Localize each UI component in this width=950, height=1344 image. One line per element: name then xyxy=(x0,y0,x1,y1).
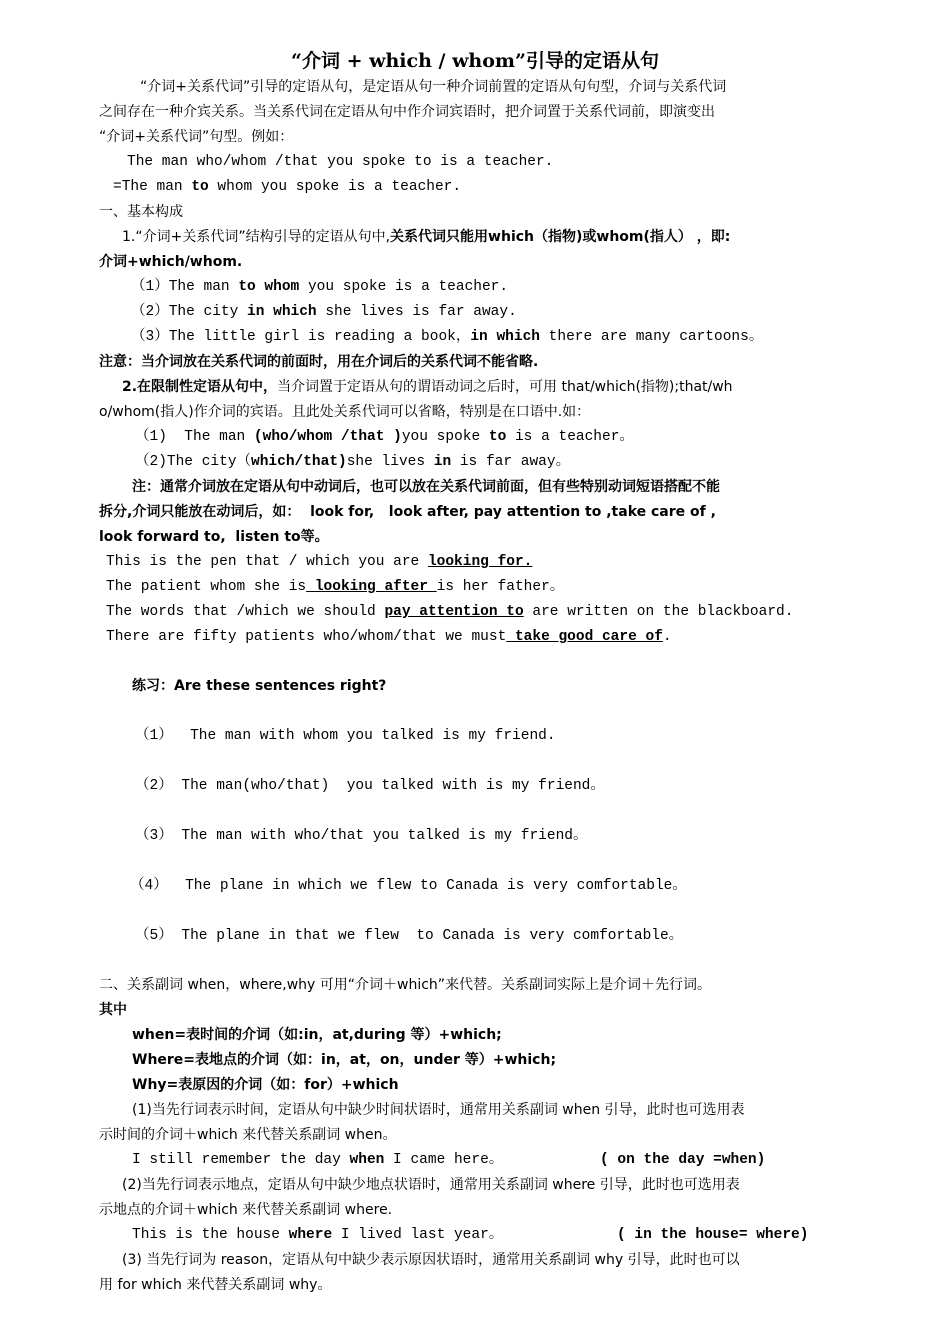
section-2-example-1: I still remember the day when I came here。 xyxy=(132,1152,504,1168)
section-2-example-2: This is the house where I lived last year。 xyxy=(132,1227,504,1243)
section-1-example-4: （1) The man (who/whom /that )you spoke to is a teacher。 xyxy=(135,429,634,445)
section-1-note-2-cont-1: 拆分,介词只能放在动词后，如： look for, look after, pay attention to ,take care of , xyxy=(99,504,716,520)
phrase-example-3: The words that /which we should pay attention to are written on the blackboard. xyxy=(106,604,794,620)
phrase-example-2: The patient whom she is looking after is her father。 xyxy=(106,579,565,595)
section-2-paragraph-2-cont: 示地点的介词＋which 来代替关系副词 where. xyxy=(99,1202,393,1218)
practice-item-5: （5） The plane in that we flew to Canada is very comfortable。 xyxy=(135,928,684,944)
section-1-heading: 一、基本构成 xyxy=(99,204,183,220)
section-2-paragraph-3-cont: 用 for which 来代替关系副词 why。 xyxy=(99,1277,332,1293)
section-2-example-1-note: ( on the day =when) xyxy=(600,1152,766,1168)
practice-item-1: （1） The man with whom you talked is my friend. xyxy=(135,728,556,744)
practice-item-4: （4） The plane in which we flew to Canada is very comfortable。 xyxy=(130,878,687,894)
intro-example-1: The man who/whom /that you spoke to is a teacher. xyxy=(127,154,554,170)
practice-heading: 练习：Are these sentences right? xyxy=(132,678,387,694)
section-2-paragraph-2: (2)当先行词表示地点，定语从句中缺少地点状语时，通常用关系副词 where 引导，此时也可选用表 xyxy=(122,1177,740,1193)
section-1-example-3: （3）The little girl is reading a book，in which there are many cartoons。 xyxy=(131,329,764,345)
section-1-example-1: （1）The man to whom you spoke is a teacher. xyxy=(131,279,509,295)
section-1-note: 注意：当介词放在关系代词的前面时，用在介词后的关系代词不能省略. xyxy=(99,354,539,370)
practice-item-2: （2） The man(who/that) you talked with is my friend。 xyxy=(135,778,605,794)
section-1-paragraph-2: 2.在限制性定语从句中，当介词置于定语从句的谓语动词之后时，可用 that/which(指物);that/wh xyxy=(122,379,733,395)
intro-line-1: “介词+关系代词”引导的定语从句，是定语从句一种介词前置的定语从句句型，介词与关系代词 xyxy=(140,79,727,95)
section-1-paragraph-1-cont: 介词+which/whom. xyxy=(99,254,243,270)
intro-example-2: =The man to whom you spoke is a teacher. xyxy=(113,179,462,195)
rule-when: when=表时间的介词（如:in，at,during 等）+which; xyxy=(132,1027,502,1043)
section-1-paragraph-1: 1.“介词+关系代词”结构引导的定语从句中,关系代词只能用which（指物)或whom(指人） ，即: xyxy=(122,229,731,245)
section-2-example-2-note: ( in the house= where) xyxy=(617,1227,809,1243)
intro-line-3: “介词+关系代词”句型。例如： xyxy=(99,129,294,145)
section-1-note-2: 注：通常介词放在定语从句中动词后，也可以放在关系代词前面，但有些特别动词短语搭配不能 xyxy=(132,479,720,495)
section-2-paragraph-1-cont: 示时间的介词＋which 来代替关系副词 when。 xyxy=(99,1127,397,1143)
section-2-heading: 二、关系副词 when，where,why 可用“介词＋which”来代替。关系副词实际上是介词＋先行词。 xyxy=(99,977,712,993)
section-2-qizhong: 其中 xyxy=(99,1002,127,1018)
intro-line-2: 之间存在一种介宾关系。当关系代词在定语从句中作介词宾语时，把介词置于关系代词前，即演变出 xyxy=(99,104,715,120)
phrase-example-1: This is the pen that / which you are looking for. xyxy=(106,554,533,570)
rule-why: Why=表原因的介词（如：for）+which xyxy=(132,1077,399,1093)
section-1-example-2: （2）The city in which she lives is far away. xyxy=(131,304,517,320)
section-2-paragraph-3: (3) 当先行词为 reason，定语从句中缺少表示原因状语时，通常用关系副词 why 引导，此时也可以 xyxy=(122,1252,740,1268)
section-1-note-2-cont-2: look forward to, listen to等。 xyxy=(99,529,329,545)
section-2-paragraph-1: (1)当先行词表示时间，定语从句中缺少时间状语时，通常用关系副词 when 引导，此时也可选用表 xyxy=(132,1102,745,1118)
rule-where: Where=表地点的介词（如：in，at，on，under 等）+which; xyxy=(132,1052,557,1068)
document-title: “介词 + which / whom”引导的定语从句 xyxy=(291,50,659,72)
section-1-example-5: （2)The city（which/that)she lives in is far away。 xyxy=(135,454,571,470)
practice-item-3: （3） The man with who/that you talked is my friend。 xyxy=(135,828,588,844)
section-1-paragraph-2-cont: o/whom(指人)作介词的宾语。且此处关系代词可以省略，特别是在口语中.如： xyxy=(99,404,591,420)
phrase-example-4: There are fifty patients who/whom/that we must take good care of. xyxy=(106,629,672,645)
